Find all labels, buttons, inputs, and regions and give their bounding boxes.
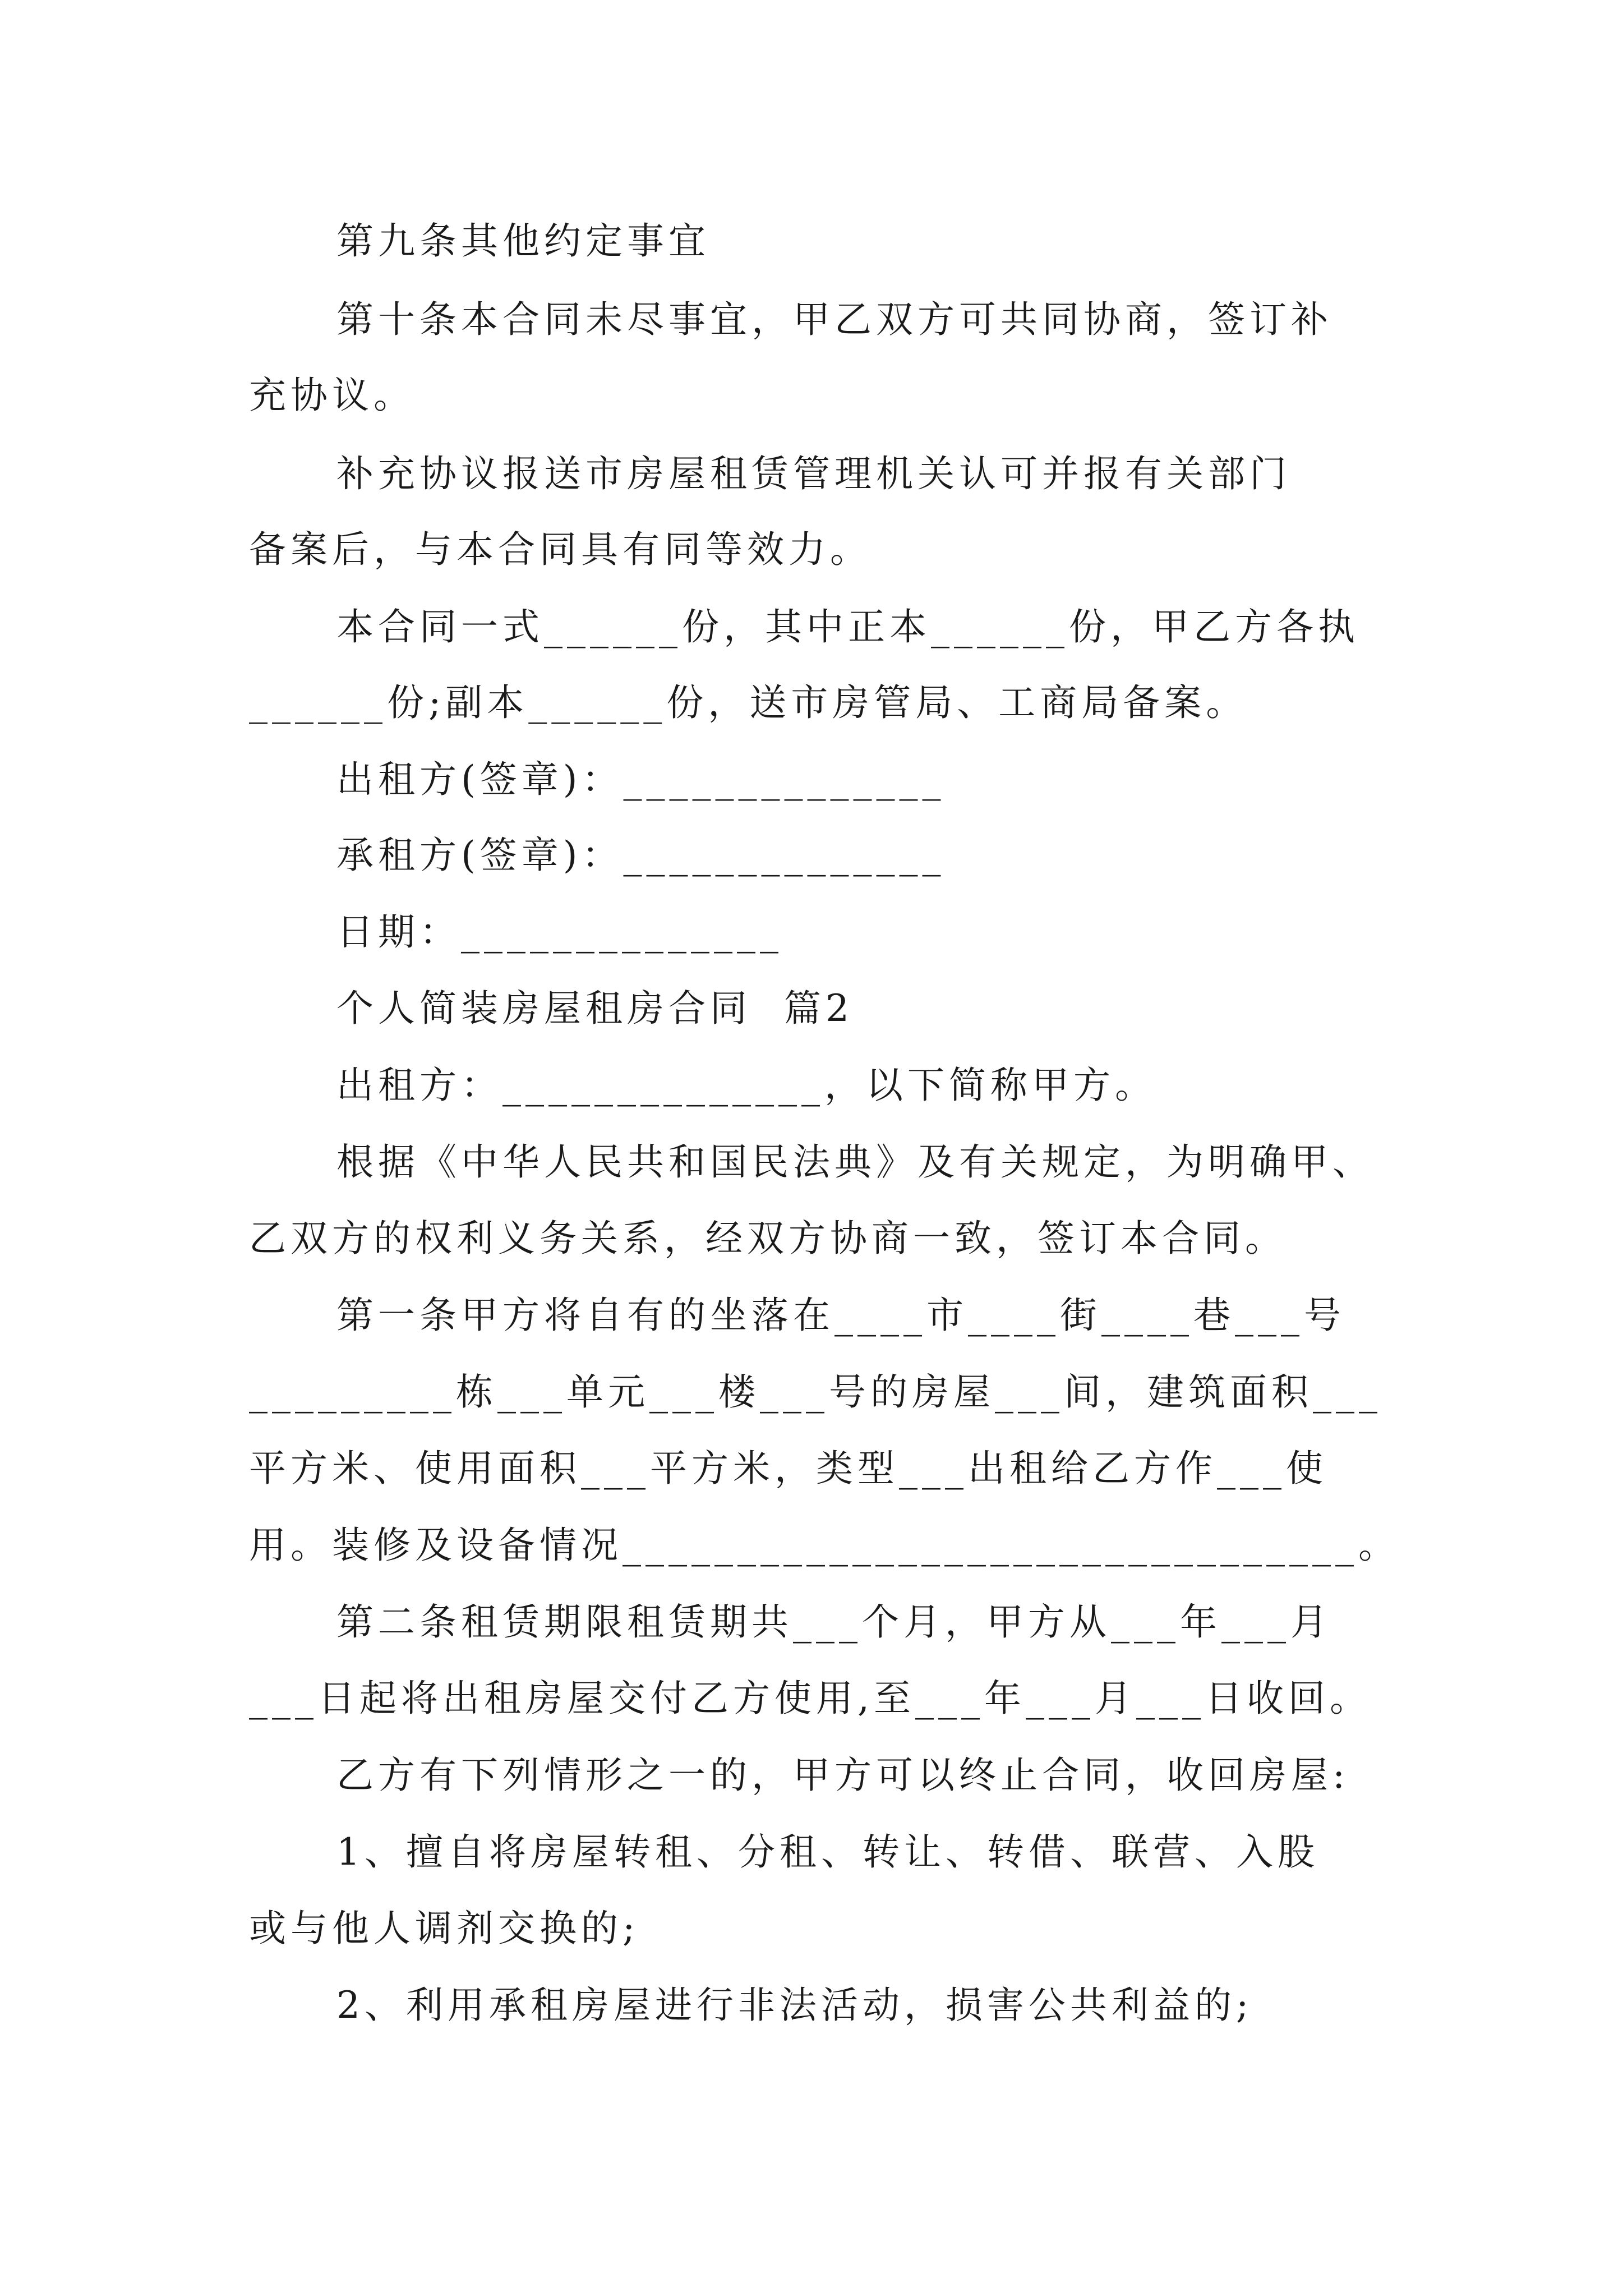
signature-lessor-line: 出租方(签章)：______________ xyxy=(336,758,946,801)
text-line: 第九条其他约定事宜 xyxy=(336,219,710,263)
text-line: 第一条甲方将自有的坐落在____市____街____巷___号 xyxy=(336,1294,1345,1337)
signature-lessee-line: 承租方(签章)：______________ xyxy=(336,834,946,877)
list-item: 1、擅自将房屋转租、分租、转让、转借、联营、入股 xyxy=(336,1830,1319,1874)
list-item: 2、利用承租房屋进行非法活动，损害公共利益的; xyxy=(336,1984,1253,2027)
text-line: 出租方：______________，以下简称甲方。 xyxy=(336,1064,1156,1107)
text-line: 第十条本合同未尽事宜，甲乙双方可共同协商，签订补 xyxy=(336,298,1332,341)
text-line: _________栋___单元___楼___号的房屋___间，建筑面积___ xyxy=(249,1370,1382,1414)
text-line: 补充协议报送市房屋租赁管理机关认可并报有关部门 xyxy=(336,452,1291,495)
text-line: 第二条租赁期限租赁期共___个月，甲方从___年___月 xyxy=(336,1600,1332,1644)
date-line: 日期：______________ xyxy=(336,910,783,954)
text-line: ___日起将出租房屋交付乙方使用,至___年___月___日收回。 xyxy=(249,1677,1371,1720)
text-line: 根据《中华人民共和国民法典》及有关规定，为明确甲、 xyxy=(336,1140,1374,1184)
text-line: 用。装修及设备情况________________________________。 xyxy=(249,1524,1400,1567)
text-line: 或与他人调剂交换的; xyxy=(249,1907,640,1950)
text-line: ______份;副本______份，送市房管局、工商局备案。 xyxy=(249,681,1248,724)
text-line: 平方米、使用面积___平方米，类型___出租给乙方作___使 xyxy=(249,1447,1327,1490)
text-line: 备案后，与本合同具有同等效力。 xyxy=(249,528,872,571)
text-line: 乙方有下列情形之一的，甲方可以终止合同，收回房屋: xyxy=(336,1754,1350,1797)
text-line: 充协议。 xyxy=(249,374,415,417)
text-line: 乙双方的权利义务关系，经双方协商一致，签订本合同。 xyxy=(249,1217,1287,1260)
section-heading: 个人简装房屋租房合同 篇2 xyxy=(336,987,854,1030)
text-line: 本合同一式______份，其中正本______份，甲乙方各执 xyxy=(336,605,1359,648)
